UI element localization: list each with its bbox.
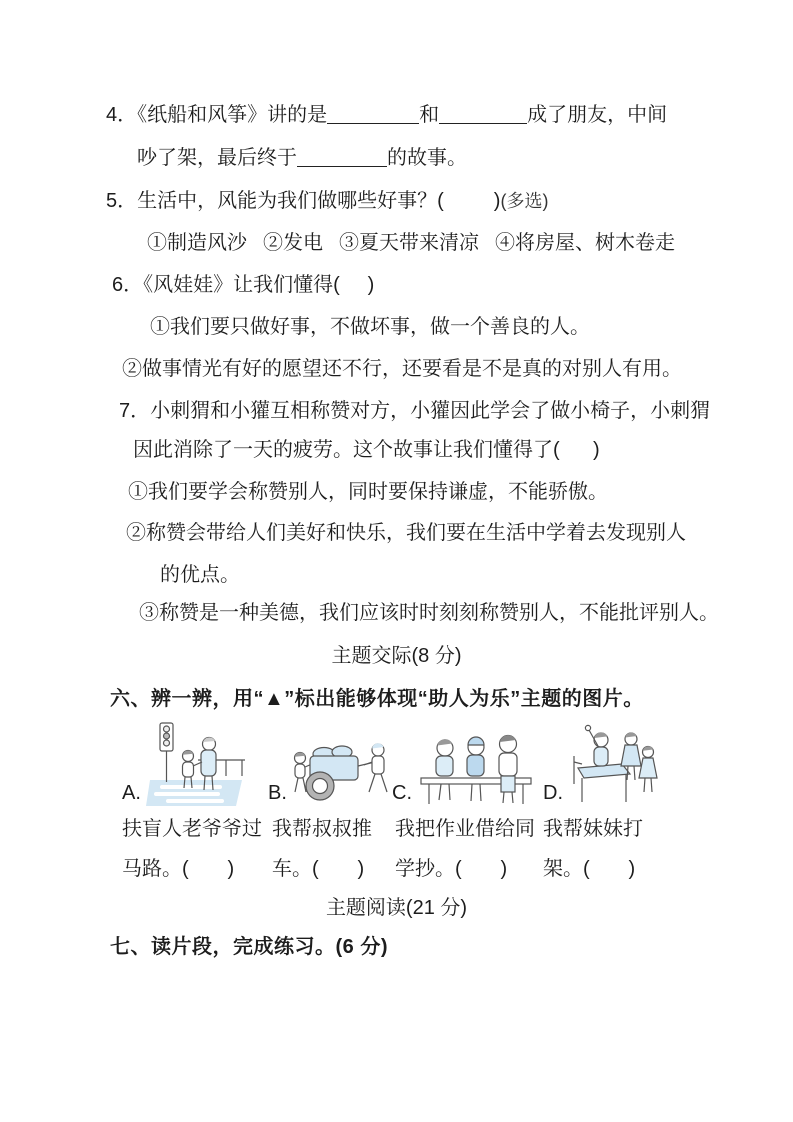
picture-a-label: A. [122, 782, 141, 804]
question-4-text-c: 成了朋友，中间 [527, 104, 668, 126]
question-7-option-1: ①我们要学会称赞别人，同时要保持谦虚，不能骄傲。 [128, 481, 608, 503]
caption-b-line-1: 我帮叔叔推 [272, 818, 372, 840]
picture-b-label: B. [268, 782, 287, 804]
question-4-line-2 [137, 145, 467, 171]
section-6-title: 六、辨一辨，用“▲”标出能够体现“助人为乐”主题的图片。 [110, 688, 644, 710]
heading-topic-communication: 主题交际(8 分) [331, 645, 462, 667]
question-4-text-a: 《纸船和风筝》讲的是 [137, 104, 328, 126]
caption-a-line-1: 扶盲人老爷爷过 [122, 818, 262, 840]
question-5-option-3: ③夏天带来清凉 [339, 232, 479, 254]
question-6-line: 6．《风娃娃》让我们懂得( ) [112, 274, 375, 296]
question-6-option-1: ①我们要只做好事，不做坏事，做一个善良的人。 [150, 316, 590, 338]
fill-in-blank [297, 150, 387, 167]
picture-item-d [543, 722, 664, 808]
illustration-c-copying-homework-image [417, 728, 535, 808]
question-5-line [106, 188, 548, 214]
caption-b-line-2: 车。( ) [272, 858, 365, 880]
picture-item-c [392, 722, 535, 808]
question-5-option-4: ④将房屋、树木卷走 [495, 232, 675, 254]
question-7-line-1: 7．小刺猬和小獾互相称赞对方，小獾因此学会了做小椅子，小刺猬 [119, 400, 711, 422]
illustration-b-pushing-cart-image [292, 734, 392, 808]
picture-c-label: C. [392, 782, 412, 804]
question-7-line-2: 因此消除了一天的疲劳。这个故事让我们懂得了( ) [133, 439, 600, 461]
heading-topic-reading: 主题阅读(21 分) [325, 897, 468, 919]
caption-d-line-1: 我帮妹妹打 [543, 818, 643, 840]
question-7-option-3: ③称赞是一种美德，我们应该时时刻刻称赞别人，不能批评别人。 [139, 602, 719, 624]
caption-a-line-2: 马路。( ) [122, 858, 235, 880]
multi-select-tag: (多选) [500, 191, 549, 211]
question-5-option-1: ①制造风沙 [147, 232, 247, 254]
illustration-d-fighting-image [568, 722, 664, 808]
picture-item-a [122, 722, 246, 808]
question-7-option-2: ②称赞会带给人们美好和快乐，我们要在生活中学着去发现别人 [126, 522, 686, 544]
question-7-option-2-cont: 的优点。 [160, 564, 240, 586]
question-6-option-2: ②做事情光有好的愿望还不行，还要看是不是真的对别人有用。 [122, 358, 682, 380]
picture-item-b [268, 722, 392, 808]
caption-c-line-1: 我把作业借给同 [395, 818, 535, 840]
fill-in-blank [439, 107, 527, 124]
picture-d-label: D. [543, 782, 563, 804]
section-7-title: 七、读片段，完成练习。(6 分) [110, 936, 388, 958]
illustration-a-crossing-road-image [146, 720, 246, 808]
caption-c-line-2: 学抄。( ) [395, 858, 508, 880]
question-4-text-b: 和 [419, 104, 440, 126]
question-4-line-1 [106, 102, 667, 128]
question-5-text: 5．生活中，风能为我们做哪些好事？( ) [106, 190, 501, 212]
question-5-option-2: ②发电 [263, 232, 323, 254]
caption-d-line-2: 架。( ) [543, 858, 636, 880]
question-4-number: 4． [106, 104, 138, 126]
question-5-options [147, 230, 675, 256]
question-4-text-d: 吵了架，最后终于 [137, 147, 297, 169]
question-4-text-e: 的故事。 [387, 147, 467, 169]
fill-in-blank [327, 107, 419, 124]
